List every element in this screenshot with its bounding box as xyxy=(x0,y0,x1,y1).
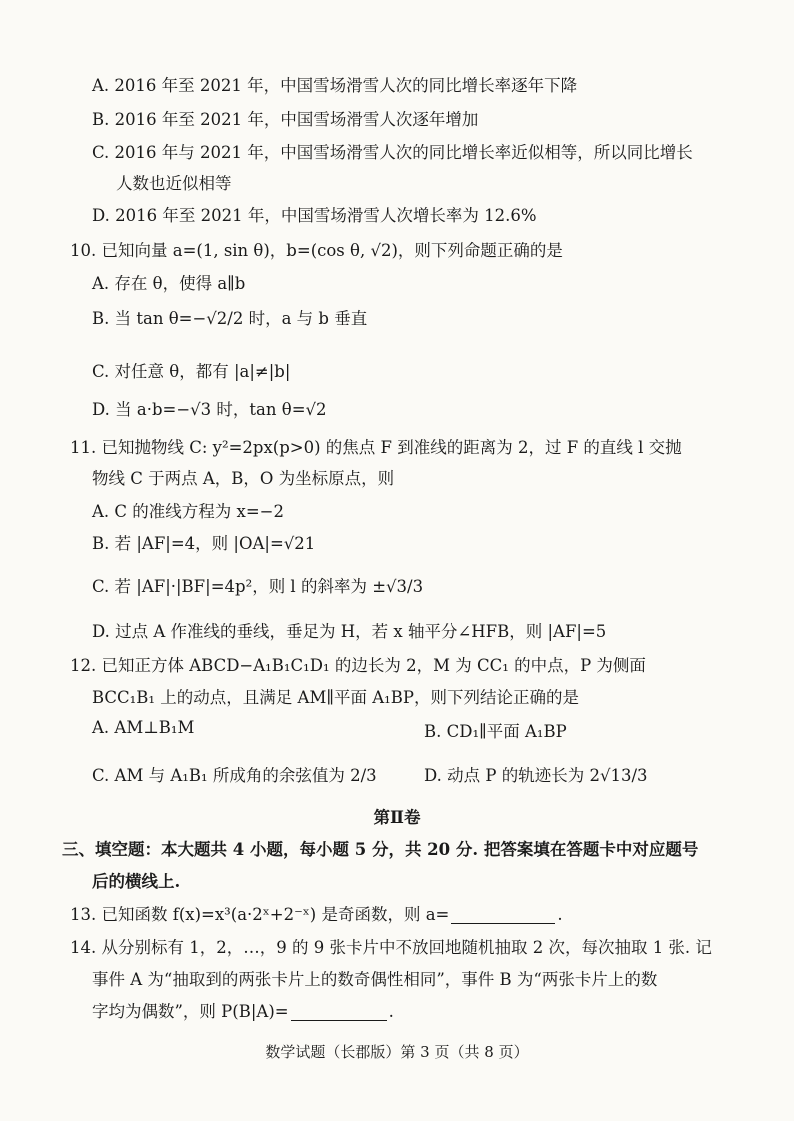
q14-text: 字均为偶数”，则 P(B|A)= xyxy=(92,1002,289,1021)
q11-option-d: D. 过点 A 作准线的垂线，垂足为 H，若 x 轴平分∠HFB，则 |AF|=5 xyxy=(92,622,607,641)
q9-option-c-line1: C. 2016 年与 2021 年，中国雪场滑雪人次的同比增长率近似相等，所以同比增长 xyxy=(92,143,693,162)
q11-stem-line2: 物线 C 于两点 A，B，O 为坐标原点，则 xyxy=(92,469,395,488)
q10-option-a: A. 存在 θ，使得 a∥b xyxy=(92,274,246,293)
q12-option-b: B. CD₁∥平面 A₁BP xyxy=(424,722,567,741)
q10-option-d: D. 当 a·b=−√3 时，tan θ=√2 xyxy=(92,400,327,419)
q12-option-d: D. 动点 P 的轨迹长为 2√13/3 xyxy=(424,766,648,785)
q12-option-a: A. AM⊥B₁M xyxy=(92,718,195,737)
q14-line1: 14. 从分别标有 1，2，…，9 的 9 张卡片中不放回地随机抽取 2 次，每次抽取 1 张. 记 xyxy=(70,938,712,957)
q12-stem-line1: 12. 已知正方体 ABCD−A₁B₁C₁D₁ 的边长为 2，M 为 CC₁ 的中点，P 为侧面 xyxy=(70,656,646,675)
q9-option-d: D. 2016 年至 2021 年，中国雪场滑雪人次增长率为 12.6% xyxy=(92,206,537,225)
q10-option-c: C. 对任意 θ，都有 |a|≠|b| xyxy=(92,362,291,381)
q13-answer-blank[interactable] xyxy=(451,905,555,924)
q13-text: 13. 已知函数 f(x)=x³(a·2ˣ+2⁻ˣ) 是奇函数，则 a= xyxy=(70,905,450,924)
q11-option-c: C. 若 |AF|·|BF|=4p²，则 l 的斜率为 ±√3/3 xyxy=(92,577,424,596)
q10-option-b: B. 当 tan θ=−√2/2 时，a 与 b 垂直 xyxy=(92,309,368,328)
q13-period: . xyxy=(557,905,563,924)
q14-answer-blank[interactable] xyxy=(291,1002,387,1021)
q9-option-a: A. 2016 年至 2021 年，中国雪场滑雪人次的同比增长率逐年下降 xyxy=(92,76,578,95)
q14-line3 xyxy=(92,1000,394,1024)
section3-instruction-line1: 三、填空题：本大题共 4 小题，每小题 5 分，共 20 分. 把答案填在答题卡中对应题号 xyxy=(62,840,699,859)
q14-line2: 事件 A 为“抽取到的两张卡片上的数奇偶性相同”，事件 B 为“两张卡片上的数 xyxy=(92,970,658,989)
q13 xyxy=(70,903,563,927)
q14-period: . xyxy=(388,1002,394,1021)
q11-option-b: B. 若 |AF|=4，则 |OA|=√21 xyxy=(92,534,316,553)
q9-option-b: B. 2016 年至 2021 年，中国雪场滑雪人次逐年增加 xyxy=(92,110,479,129)
section-title: 第Ⅱ卷 xyxy=(373,808,421,827)
section3-instruction-line2: 后的横线上. xyxy=(92,872,181,891)
q10-stem: 10. 已知向量 a=(1, sin θ)，b=(cos θ, √2)，则下列命题正确的是 xyxy=(70,241,563,260)
q12-option-c: C. AM 与 A₁B₁ 所成角的余弦值为 2/3 xyxy=(92,766,377,785)
page-footer: 数学试题（长郡版）第 3 页（共 8 页） xyxy=(265,1043,529,1061)
q9-option-c-line2: 人数也近似相等 xyxy=(116,174,232,193)
q11-stem-line1: 11. 已知抛物线 C: y²=2px(p>0) 的焦点 F 到准线的距离为 2，过 F 的直线 l 交抛 xyxy=(70,438,682,457)
q11-option-a: A. C 的准线方程为 x=−2 xyxy=(92,502,284,521)
q12-stem-line2: BCC₁B₁ 上的动点，且满足 AM∥平面 A₁BP，则下列结论正确的是 xyxy=(92,688,579,707)
